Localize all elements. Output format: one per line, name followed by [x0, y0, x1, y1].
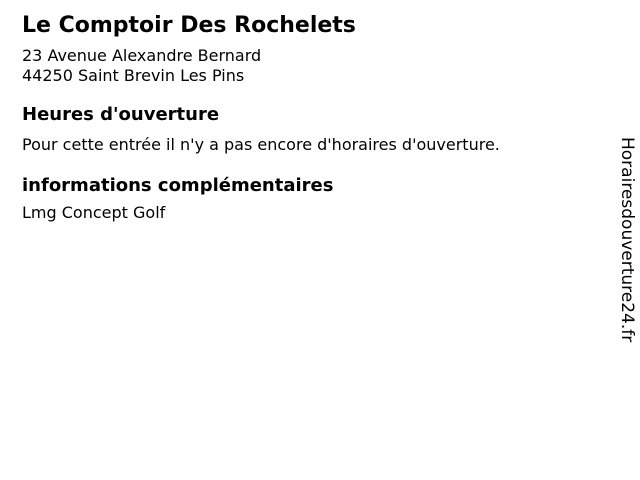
- additional-info-heading: informations complémentaires: [22, 175, 334, 196]
- opening-hours-heading: Heures d'ouverture: [22, 104, 220, 125]
- opening-hours-text: Pour cette entrée il n'y a pas encore d'horaires d'ouverture.: [22, 135, 500, 154]
- business-address: [22, 46, 590, 86]
- business-name-title: Le Comptoir Des Rochelets: [22, 13, 356, 38]
- additional-info-text: Lmg Concept Golf: [22, 203, 166, 222]
- address-city: 44250 Saint Brevin Les Pins: [22, 66, 245, 85]
- address-street: 23 Avenue Alexandre Bernard: [22, 46, 262, 65]
- main-content: [0, 0, 640, 223]
- watermark-label: Horairesdouverture24.fr: [617, 137, 637, 343]
- site-watermark: [618, 0, 635, 480]
